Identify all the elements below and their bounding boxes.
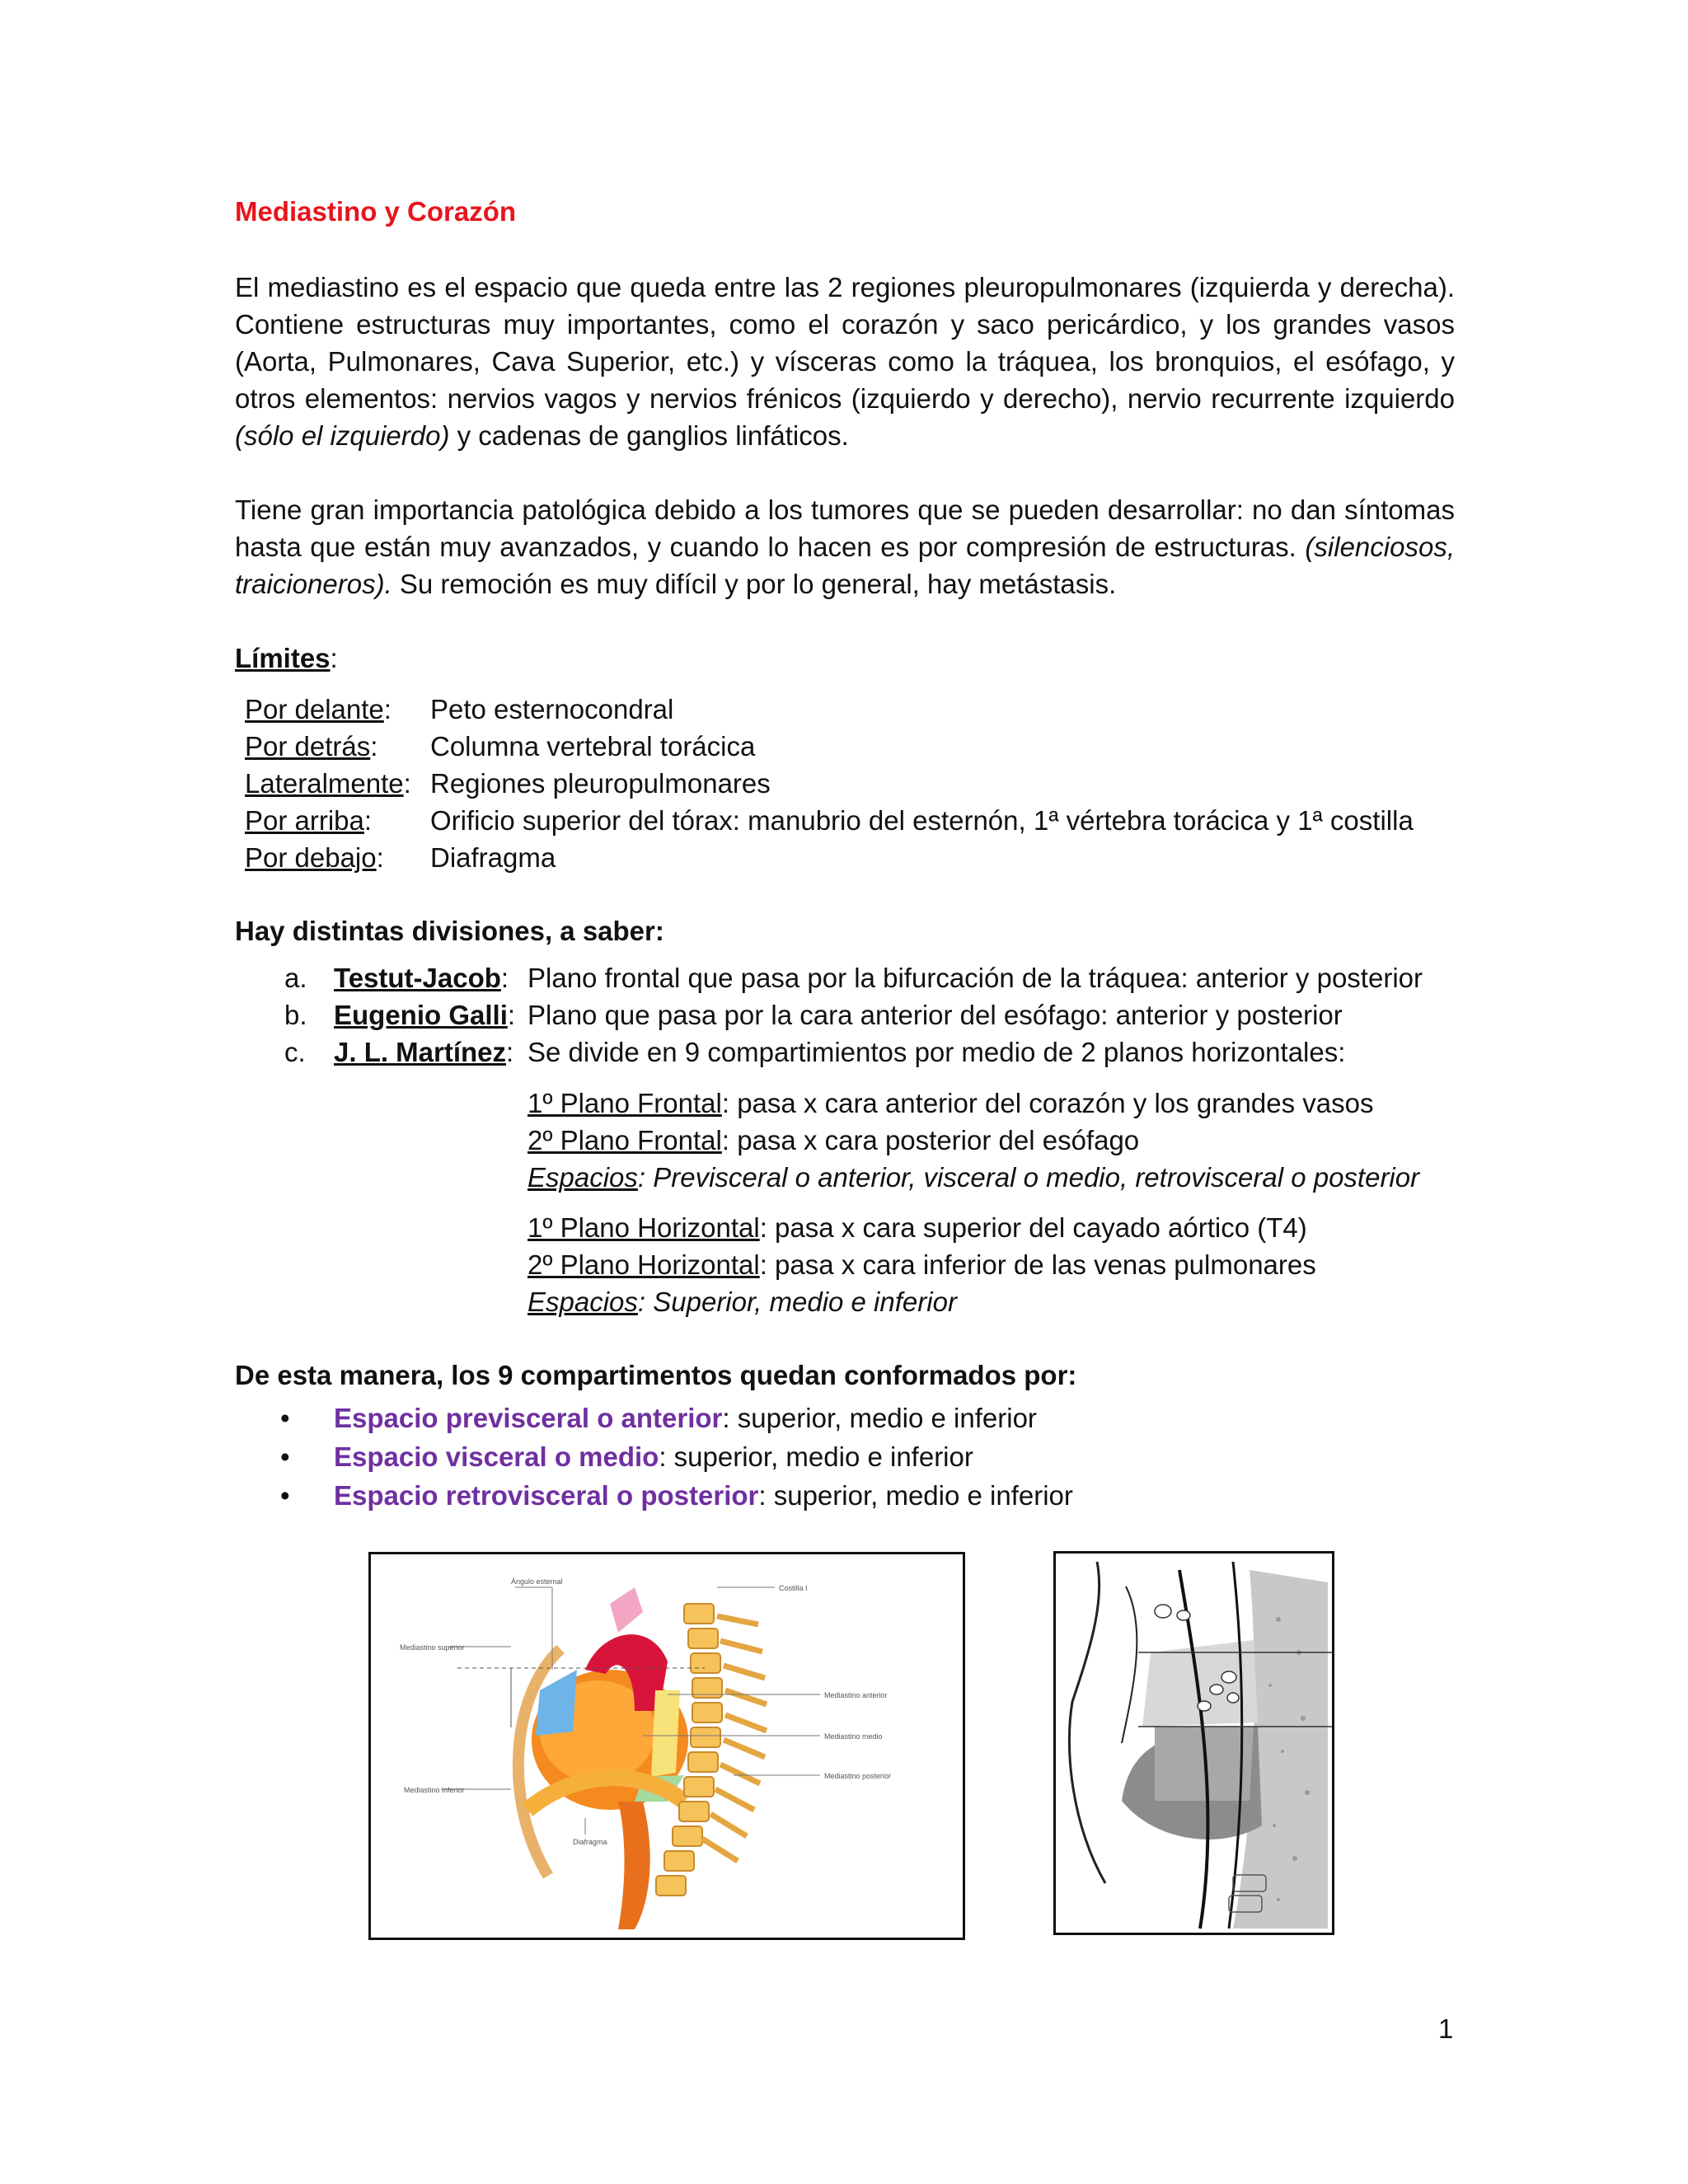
division-name: Testut-Jacob: — [334, 963, 509, 993]
compartimentos-heading: De esta manera, los 9 compartimentos quedan conformados por: — [235, 1360, 1077, 1390]
limites-heading: Límites: — [235, 643, 338, 673]
bullet-icon: • — [280, 1480, 290, 1511]
horizontal-plane-2: 2º Plano Horizontal: pasa x cara inferior de las venas pulmonares — [528, 1249, 1316, 1280]
label-diafragma: Diafragma — [573, 1838, 607, 1846]
label-med-medio: Mediastino medio — [824, 1732, 883, 1741]
limite-desc: Orificio superior del tórax: manubrio del esternón, 1ª vértebra torácica y 1ª costilla — [430, 805, 1414, 836]
bullet-icon: • — [280, 1441, 290, 1472]
limite-row: Por delante: — [245, 694, 392, 724]
limite-desc: Diafragma — [430, 842, 556, 873]
bullet-item: Espacio visceral o medio: superior, medio e inferior — [334, 1441, 973, 1472]
division-name: J. L. Martínez: — [334, 1037, 514, 1067]
limite-desc: Peto esternocondral — [430, 694, 674, 724]
intro-paragraph: El mediastino es el espacio que queda entre las 2 regiones pleuropulmonares (izquierda y derecha). Contiene estructuras muy importantes, como el corazón y saco pericárdico, y los grandes vasos (Aorta, Pulmonares, Cava Superior, etc.) y vísceras como la tráquea, los bronquios, el esófago, y otros elementos: nervios vagos y nervios frénicos (izquierdo y derecho), nervio recurrente izquierdo (sólo el izquierdo) y cadenas de ganglios linfáticos. — [235, 272, 1455, 451]
label-med-posterior: Mediastino posterior — [824, 1772, 892, 1780]
label-angulo: Ángulo esternal — [511, 1577, 563, 1586]
divisiones-heading: Hay distintas divisiones, a saber: — [235, 916, 664, 946]
page-title: Mediastino y Corazón — [235, 196, 517, 227]
mediastinum-color-figure — [368, 1552, 965, 1940]
limite-row: Por arriba: — [245, 805, 373, 836]
horizontal-espacios: Espacios: Superior, medio e inferior — [528, 1286, 957, 1317]
division-desc: Se divide en 9 compartimientos por medio de 2 planos horizontales: — [528, 1037, 1346, 1067]
division-name: Eugenio Galli: — [334, 1000, 516, 1030]
horizontal-plane-1: 1º Plano Horizontal: pasa x cara superior del cayado aórtico (T4) — [528, 1212, 1307, 1243]
frontal-plane-1: 1º Plano Frontal: pasa x cara anterior del corazón y los grandes vasos — [528, 1088, 1374, 1118]
limite-row: Lateralmente: — [245, 768, 411, 799]
division-desc: Plano que pasa por la cara anterior del esófago: anterior y posterior — [528, 1000, 1343, 1030]
mediastinum-schematic-figure — [1053, 1551, 1334, 1935]
page-number: 1 — [1438, 2013, 1454, 2044]
label-med-superior: Mediastino superior — [400, 1643, 465, 1652]
bullet-item: Espacio previsceral o anterior: superior, medio e inferior — [334, 1403, 1037, 1433]
label-med-anterior: Mediastino anterior — [824, 1691, 888, 1699]
mediastinum-schematic-illustration — [1056, 1554, 1332, 1933]
frontal-plane-2: 2º Plano Frontal: pasa x cara posterior del esófago — [528, 1125, 1140, 1155]
bullet-icon: • — [280, 1403, 290, 1433]
list-marker: b. — [284, 1000, 307, 1030]
list-marker: a. — [284, 963, 307, 993]
pathology-paragraph: Tiene gran importancia patológica debido a los tumores que se pueden desarrollar: no dan síntomas hasta que están muy avanzados, y cuando lo hacen es por compresión de estructuras. (silenciosos, traicioneros). Su remoción es muy difícil y por lo general, hay metástasis. — [235, 494, 1455, 599]
limite-row: Por debajo: — [245, 842, 384, 873]
division-desc: Plano frontal que pasa por la bifurcación de la tráquea: anterior y posterior — [528, 963, 1423, 993]
limite-desc: Regiones pleuropulmonares — [430, 768, 771, 799]
label-costilla: Costilla I — [779, 1584, 808, 1592]
mediastinum-color-illustration — [371, 1554, 963, 1938]
frontal-espacios: Espacios: Previsceral o anterior, visceral o medio, retrovisceral o posterior — [528, 1162, 1420, 1193]
label-med-inferior: Mediastino inferior — [404, 1786, 465, 1794]
limite-row: Por detrás: — [245, 731, 378, 762]
limite-desc: Columna vertebral torácica — [430, 731, 756, 762]
bullet-item: Espacio retrovisceral o posterior: superior, medio e inferior — [334, 1480, 1073, 1511]
list-marker: c. — [284, 1037, 306, 1067]
